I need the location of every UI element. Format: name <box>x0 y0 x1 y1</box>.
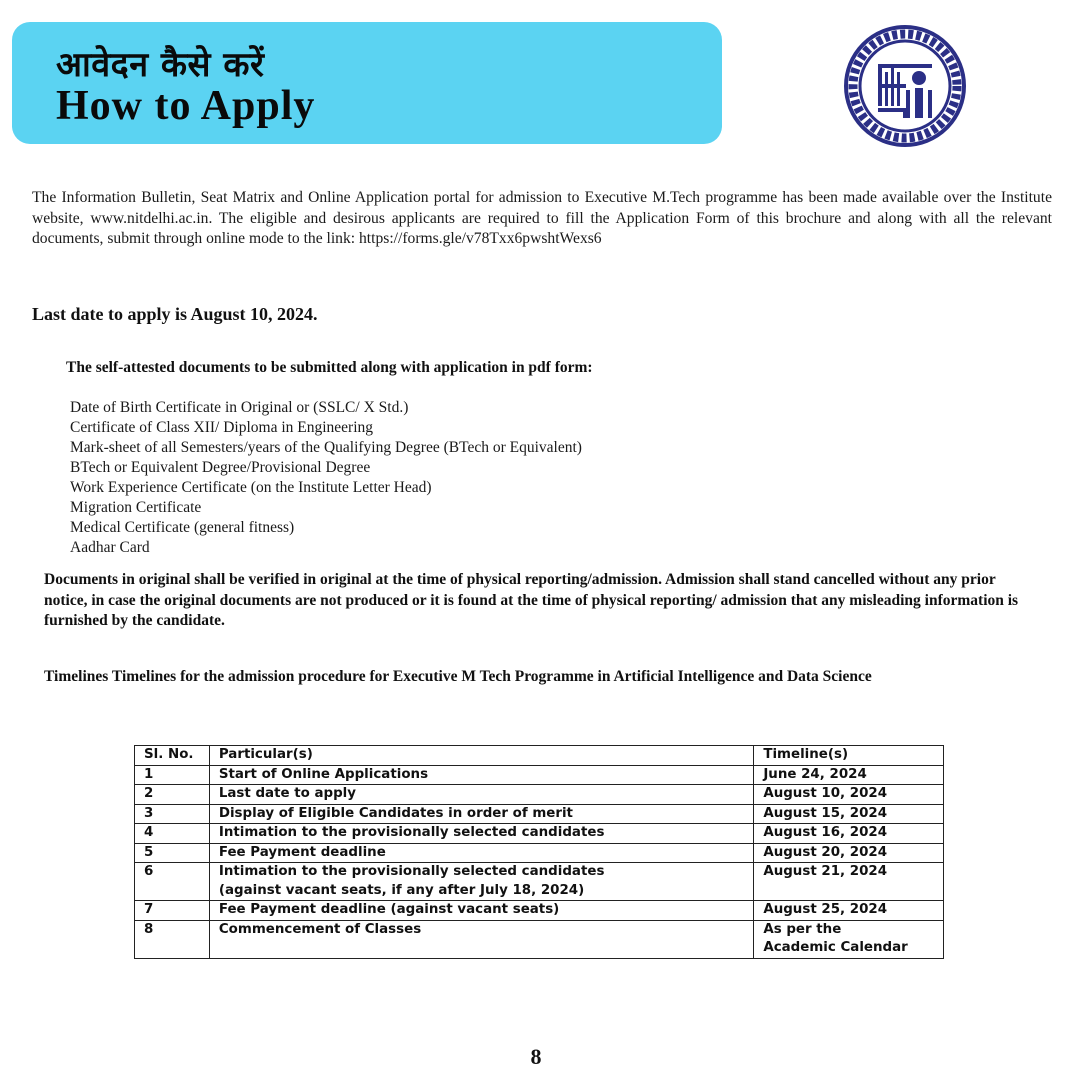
column-header-sl-no: Sl. No. <box>135 746 210 766</box>
table-row <box>135 863 944 901</box>
row-particular: Last date to apply <box>209 785 753 805</box>
table-row <box>135 843 944 863</box>
row-particular: Intimation to the provisionally selected candidates <box>209 824 753 844</box>
intro-paragraph: The Information Bulletin, Seat Matrix and Online Application portal for admission to Executive M.Tech programme has been made available over the Institute website, www.nitdelhi.ac.in. The eligible and desirous applicants are required to fill the Application Form of this brochure and along with all the relevant documents, submit through online mode to the link: https://forms.gle/v78Txx6pwshtWexs6 <box>32 189 1052 247</box>
list-item: Date of Birth Certificate in Original or (SSLC/ X Std.) <box>70 399 409 416</box>
row-sl-no: 3 <box>135 804 210 824</box>
row-particular-line-2: (against vacant seats, if any after July 18, 2024) <box>218 882 585 898</box>
page-title-hindi: आवेदन कैसे करें <box>56 45 265 85</box>
row-sl-no: 6 <box>135 863 210 901</box>
table-row <box>135 920 944 958</box>
row-timeline: August 20, 2024 <box>754 843 944 863</box>
header-banner <box>12 22 722 144</box>
row-timeline: August 25, 2024 <box>754 901 944 921</box>
row-sl-no: 8 <box>135 920 210 958</box>
row-particular: Display of Eligible Candidates in order of merit <box>209 804 753 824</box>
institute-logo-icon <box>843 24 967 148</box>
documents-list <box>70 398 582 558</box>
row-sl-no: 2 <box>135 785 210 805</box>
page-title: How to Apply <box>56 83 316 129</box>
row-timeline: August 10, 2024 <box>754 785 944 805</box>
row-particular: Commencement of Classes <box>209 920 753 958</box>
table-row <box>135 804 944 824</box>
table-row <box>135 785 944 805</box>
row-sl-no: 1 <box>135 765 210 785</box>
list-item: Certificate of Class XII/ Diploma in Engineering <box>70 419 374 436</box>
list-item: Work Experience Certificate (on the Institute Letter Head) <box>70 479 432 496</box>
row-timeline-line-1: As per the <box>763 921 842 937</box>
timeline-table <box>134 745 944 959</box>
documents-heading: The self-attested documents to be submitted along with application in pdf form: <box>66 359 593 376</box>
list-item: BTech or Equivalent Degree/Provisional Degree <box>70 459 371 476</box>
row-particular <box>209 863 753 901</box>
list-item: Migration Certificate <box>70 499 202 516</box>
row-particular: Fee Payment deadline <box>209 843 753 863</box>
list-item: Mark-sheet of all Semesters/years of the Qualifying Degree (BTech or Equivalent) <box>70 439 582 456</box>
table-row <box>135 765 944 785</box>
table-header-row <box>135 746 944 766</box>
list-item: Medical Certificate (general fitness) <box>70 519 295 536</box>
row-timeline <box>754 920 944 958</box>
timeline-heading: Timelines Timelines for the admission procedure for Executive M Tech Programme in Artificial Intelligence and Data Science <box>44 668 872 685</box>
row-particular: Fee Payment deadline (against vacant seats) <box>209 901 753 921</box>
last-date-notice: Last date to apply is August 10, 2024. <box>32 304 318 324</box>
row-timeline: August 21, 2024 <box>754 863 944 901</box>
row-timeline: August 16, 2024 <box>754 824 944 844</box>
table-row <box>135 824 944 844</box>
row-sl-no: 4 <box>135 824 210 844</box>
row-timeline: June 24, 2024 <box>754 765 944 785</box>
page-number: 8 <box>530 1044 542 1069</box>
row-particular: Start of Online Applications <box>209 765 753 785</box>
verification-note: Documents in original shall be verified in original at the time of physical reporting/admission. Admission shall stand cancelled without any prior notice, in case the original documents are not produced or it is found at the time of physical reporting/ admission that any misleading information is furnished by the candidate. <box>44 571 1019 629</box>
row-sl-no: 5 <box>135 843 210 863</box>
row-timeline-line-2: Academic Calendar <box>763 940 908 955</box>
column-header-timelines: Timeline(s) <box>754 746 944 766</box>
row-timeline: August 15, 2024 <box>754 804 944 824</box>
table-row <box>135 901 944 921</box>
row-particular-line-1: Intimation to the provisionally selected candidates <box>218 864 605 879</box>
column-header-particulars: Particular(s) <box>209 746 753 766</box>
row-sl-no: 7 <box>135 901 210 921</box>
list-item: Aadhar Card <box>70 539 150 556</box>
